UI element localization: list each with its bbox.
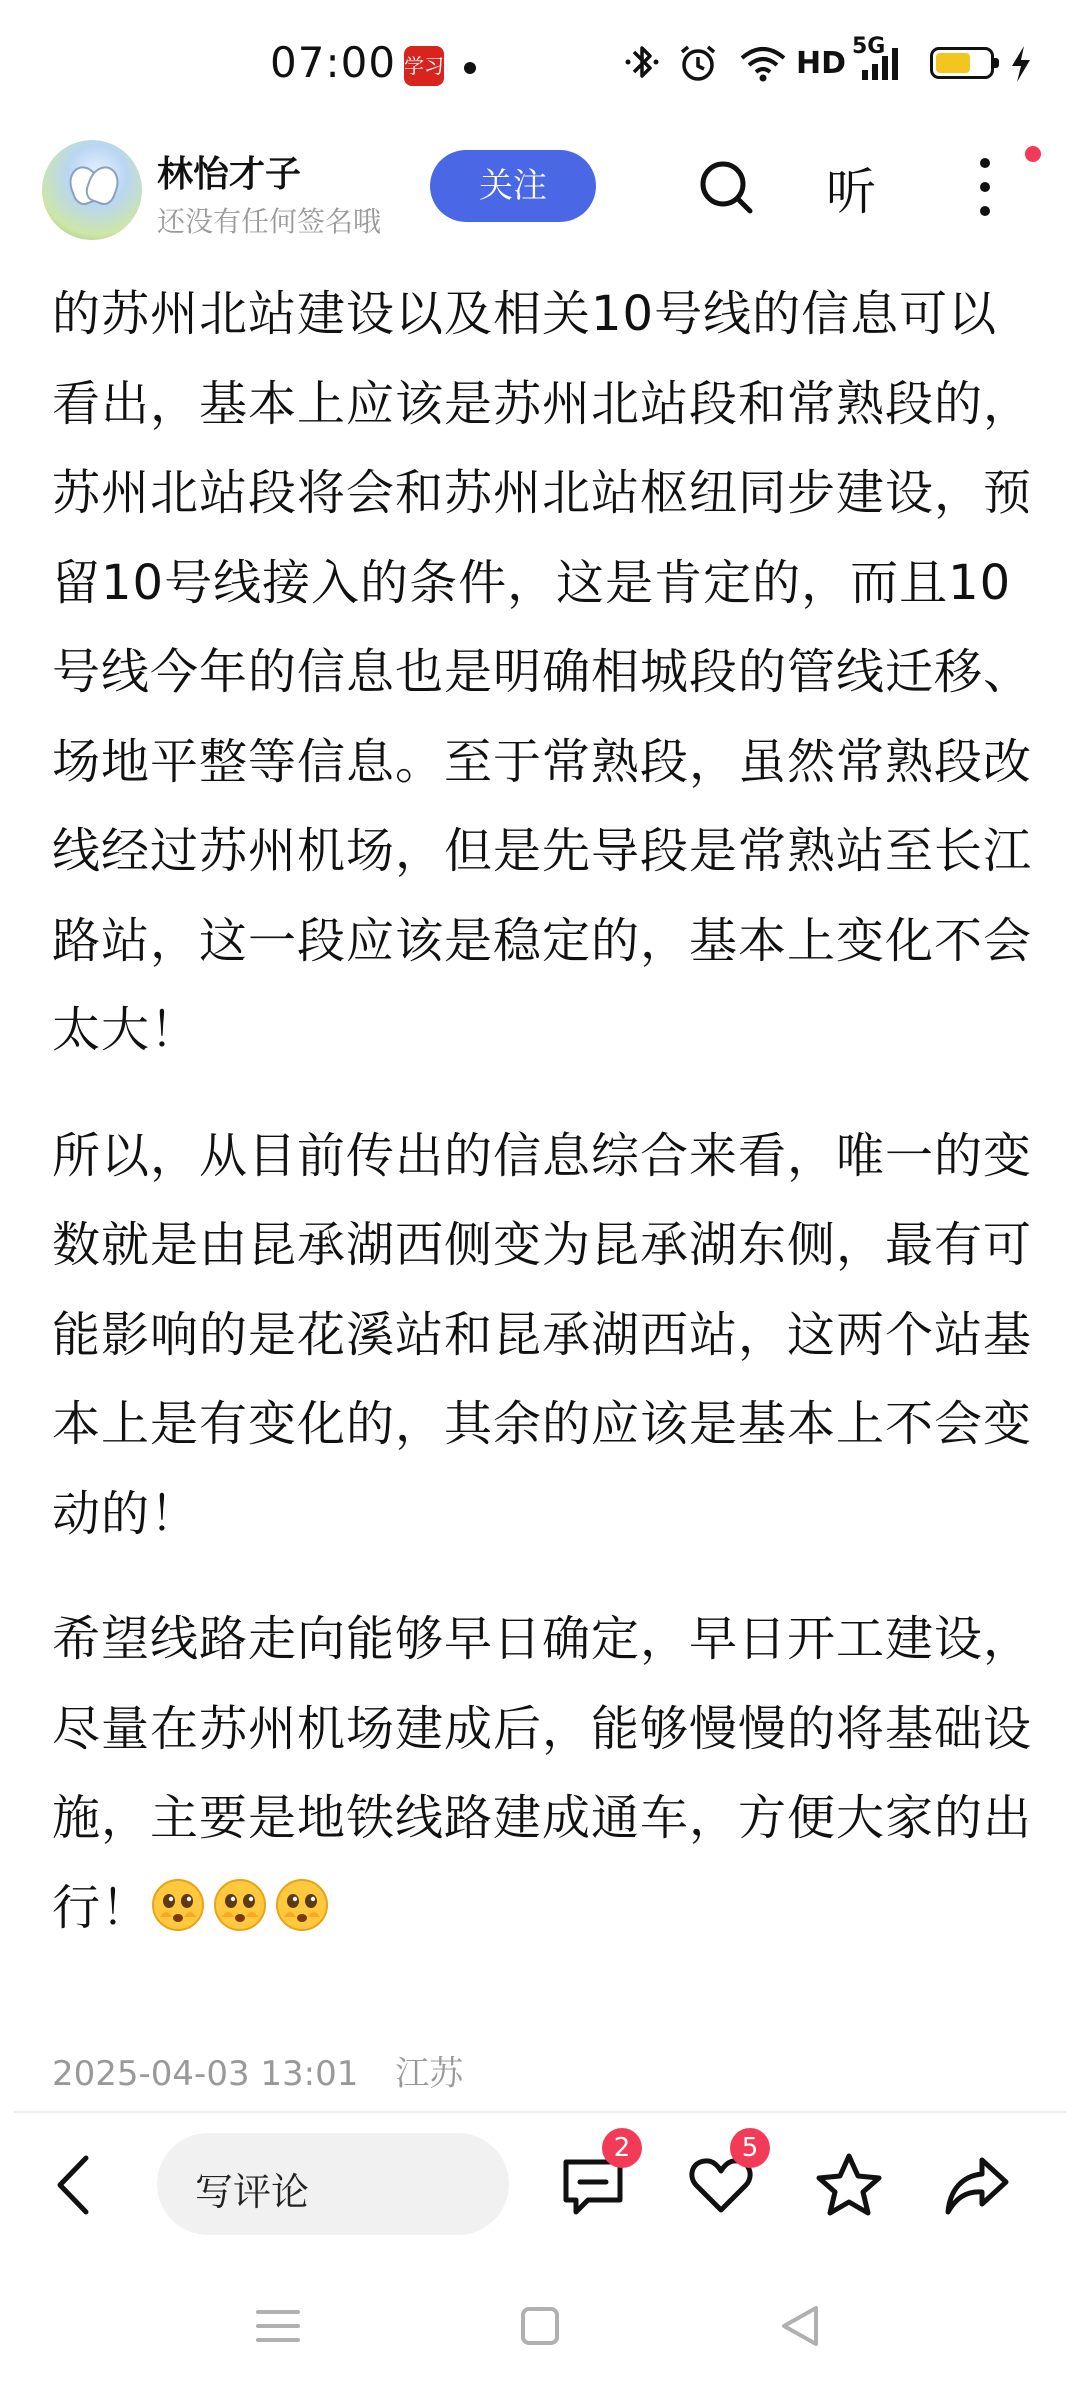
share-button[interactable] (942, 2150, 1012, 2220)
battery-indicator (930, 38, 994, 88)
home-nav-icon[interactable] (510, 2296, 570, 2356)
more-options-icon[interactable] (975, 158, 995, 224)
pleading-face-emoji-icon (274, 1877, 330, 1933)
bluetooth-icon (622, 38, 662, 88)
comment-count-badge: 2 (602, 2128, 642, 2168)
article-paragraph (52, 1595, 1042, 1953)
alarm-icon (676, 38, 720, 88)
article-meta (52, 2046, 489, 2095)
article-paragraph: 所以，从目前传出的信息综合来看，唯一的变数就是由昆承湖西侧变为昆承湖东侧，最有可能影响的是花溪站和昆承湖西站，这两个站基本上是有变化的，其余的应该是基本上不会变动的！ (52, 1127, 1033, 1542)
emoji-group (150, 1880, 336, 1936)
comment-placeholder: 写评论 (195, 2170, 310, 2214)
like-button[interactable] (686, 2133, 759, 2220)
back-arrow-icon[interactable] (50, 2150, 100, 2220)
bottom-toolbar (0, 2120, 1080, 2250)
article-paragraph-text: 希望线路走向能够早日确定，早日开工建设，尽量在苏州机场建成后，能够慢慢的将基础设施，主要是地铁线路建成通车，方便大家的出行！ (52, 1611, 1033, 1936)
author-name[interactable]: 林怡才子 (157, 154, 302, 195)
article-paragraph: 的苏州北站建设以及相关10号线的信息可以看出，基本上应该是苏州北站段和常熟段的，苏州北站段将会和苏州北站枢纽同步建设，预留10号线接入的条件，这是肯定的，而且10号线今年的信息也是明确相城段的管线迁移、场地平整等信息。至于常熟段，虽然常熟段改线经过苏州机场，但是先导段是常熟站至长江路站，这一段应该是稳定的，基本上变化不会太大！ (52, 286, 1033, 1058)
menu-nav-icon[interactable] (248, 2296, 308, 2356)
star-icon (814, 2150, 884, 2220)
notification-dot-icon (464, 62, 476, 74)
pleading-face-emoji-icon (150, 1877, 206, 1933)
comment-button[interactable] (558, 2133, 631, 2220)
charging-icon (1008, 38, 1034, 88)
publish-date: 2025-04-03 13:01 (52, 2054, 359, 2094)
notification-badge (1025, 146, 1041, 162)
wifi-icon (738, 38, 788, 88)
system-nav-bar (0, 2280, 1080, 2400)
comment-input[interactable] (157, 2133, 509, 2235)
author-avatar[interactable] (42, 140, 142, 240)
article-body (52, 270, 1042, 1989)
listen-button[interactable]: 听 (826, 163, 876, 221)
signal-indicator (852, 34, 912, 88)
follow-button[interactable]: 关注 (430, 150, 596, 222)
search-icon[interactable] (697, 158, 755, 216)
back-nav-icon[interactable] (772, 2296, 832, 2356)
pleading-face-emoji-icon (212, 1877, 268, 1933)
hd-indicator: HD (796, 45, 847, 81)
favorite-button[interactable] (814, 2150, 884, 2220)
like-count-badge: 5 (730, 2128, 770, 2168)
article-header (0, 130, 1080, 250)
publish-location: 江苏 (395, 2054, 464, 2094)
xuexi-app-icon: 学习 (404, 46, 444, 86)
battery-icon (930, 47, 994, 79)
status-bar (0, 0, 1080, 130)
share-icon (942, 2150, 1012, 2220)
5g-label: 5G (852, 34, 886, 59)
status-time: 07:00 (270, 38, 397, 87)
divider (14, 2111, 1066, 2113)
author-signature: 还没有任何签名哦 (157, 205, 382, 238)
